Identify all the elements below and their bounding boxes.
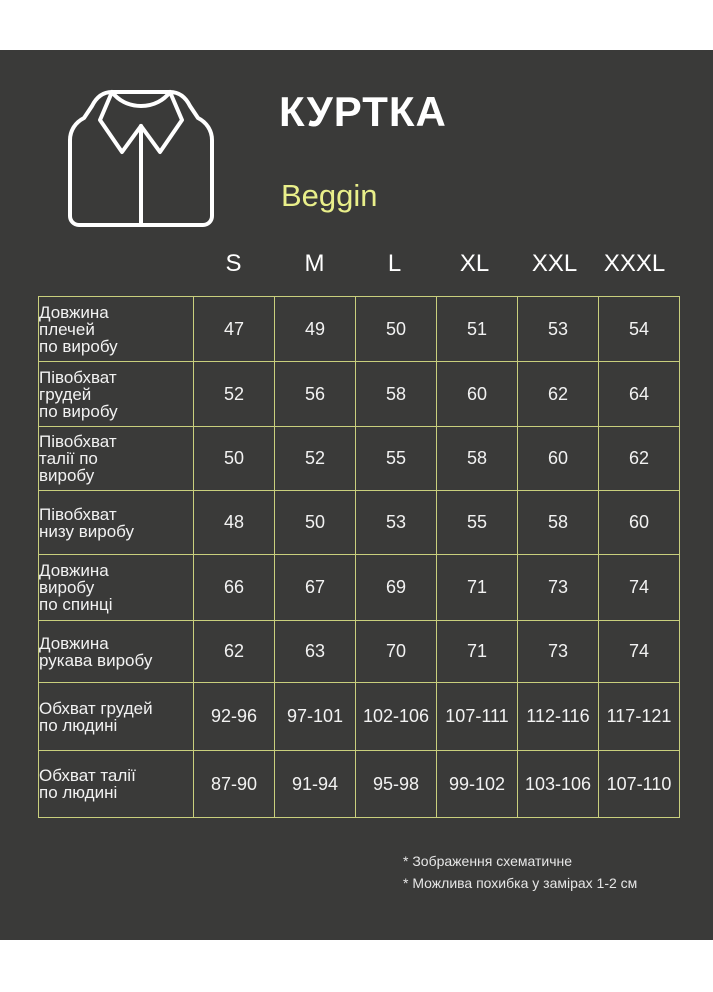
cell-value: 112-116 [518, 683, 599, 751]
cell-value: 58 [356, 362, 437, 427]
cell-value: 51 [437, 297, 518, 362]
cell-value: 107-111 [437, 683, 518, 751]
cell-value: 62 [599, 427, 680, 491]
row-label: Обхват грудей по людині [39, 683, 194, 751]
note-tolerance: * Можлива похибка у замірах 1-2 см [403, 875, 638, 891]
cell-value: 50 [194, 427, 275, 491]
cell-value: 63 [275, 621, 356, 683]
size-header-s: S [225, 250, 242, 277]
cell-value: 50 [356, 297, 437, 362]
cell-value: 60 [599, 491, 680, 555]
cell-value: 58 [518, 491, 599, 555]
cell-value: 58 [437, 427, 518, 491]
cell-value: 97-101 [275, 683, 356, 751]
cell-value: 103-106 [518, 751, 599, 818]
size-header-l: L [387, 250, 402, 277]
cell-value: 74 [599, 555, 680, 621]
table-row [39, 491, 680, 555]
cell-value: 73 [518, 621, 599, 683]
table-row [39, 683, 680, 751]
cell-value: 50 [275, 491, 356, 555]
size-header-xxl: XXL [531, 250, 578, 277]
cell-value: 117-121 [599, 683, 680, 751]
page-title: КУРТКА [279, 88, 447, 135]
row-label: Довжина плечей по виробу [39, 297, 194, 362]
note-schematic: * Зображення схематичне [403, 853, 573, 869]
cell-value: 69 [356, 555, 437, 621]
cell-value: 48 [194, 491, 275, 555]
table-row [39, 427, 680, 491]
cell-value: 62 [194, 621, 275, 683]
cell-value: 56 [275, 362, 356, 427]
cell-value: 54 [599, 297, 680, 362]
cell-value: 55 [356, 427, 437, 491]
cell-value: 74 [599, 621, 680, 683]
cell-value: 53 [518, 297, 599, 362]
cell-value: 60 [518, 427, 599, 491]
size-table [38, 296, 680, 818]
row-label: Півобхват талії по виробу [39, 427, 194, 491]
cell-value: 53 [356, 491, 437, 555]
cell-value: 55 [437, 491, 518, 555]
cell-value: 107-110 [599, 751, 680, 818]
cell-value: 95-98 [356, 751, 437, 818]
cell-value: 62 [518, 362, 599, 427]
cell-value: 102-106 [356, 683, 437, 751]
cell-value: 87-90 [194, 751, 275, 818]
cell-value: 73 [518, 555, 599, 621]
cell-value: 71 [437, 621, 518, 683]
size-chart-card [0, 50, 713, 940]
table-row [39, 555, 680, 621]
cell-value: 66 [194, 555, 275, 621]
jacket-shirt-outline-icon [66, 82, 216, 228]
size-header-xl: XL [459, 250, 490, 277]
cell-value: 91-94 [275, 751, 356, 818]
cell-value: 52 [275, 427, 356, 491]
cell-value: 67 [275, 555, 356, 621]
cell-value: 60 [437, 362, 518, 427]
table-row [39, 297, 680, 362]
cell-value: 64 [599, 362, 680, 427]
cell-value: 49 [275, 297, 356, 362]
cell-value: 47 [194, 297, 275, 362]
cell-value: 92-96 [194, 683, 275, 751]
cell-value: 99-102 [437, 751, 518, 818]
row-label: Півобхват грудей по виробу [39, 362, 194, 427]
size-header-xxxl: XXXL [603, 250, 666, 277]
size-header-m: M [304, 250, 325, 277]
row-label: Довжина рукава виробу [39, 621, 194, 683]
table-row [39, 751, 680, 818]
cell-value: 52 [194, 362, 275, 427]
row-label: Довжина виробу по спинці [39, 555, 194, 621]
table-row [39, 362, 680, 427]
table-row [39, 621, 680, 683]
cell-value: 71 [437, 555, 518, 621]
brand-name: Beggin [281, 178, 378, 213]
cell-value: 70 [356, 621, 437, 683]
row-label: Обхват талії по людині [39, 751, 194, 818]
row-label: Півобхват низу виробу [39, 491, 194, 555]
